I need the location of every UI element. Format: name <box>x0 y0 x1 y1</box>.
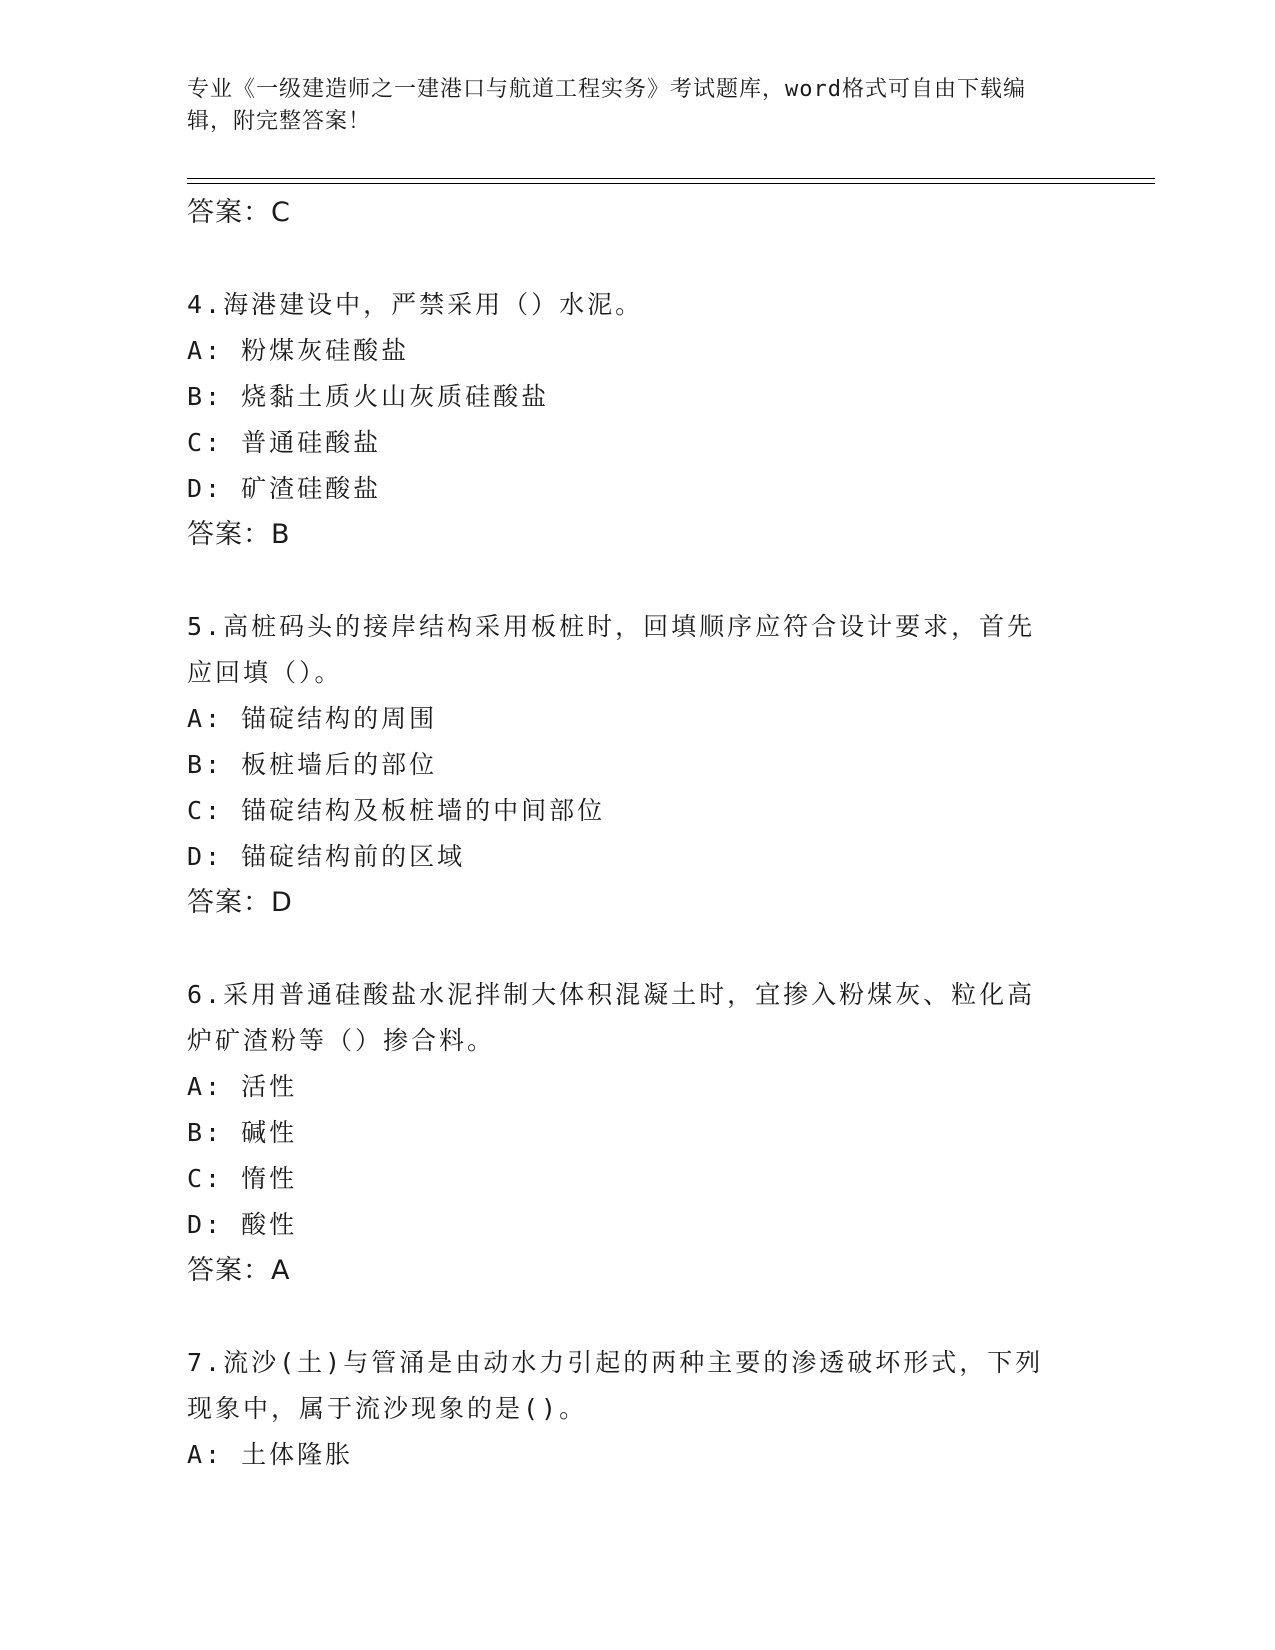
header-rule-bottom <box>187 183 1155 184</box>
question-block <box>187 1340 1087 1478</box>
question-block <box>187 282 1087 604</box>
option-b: B: 烧黏土质火山灰质硅酸盐 <box>187 382 550 411</box>
option-c: C: 锚碇结构及板桩墙的中间部位 <box>187 796 606 825</box>
option-a: A: 活性 <box>187 1072 298 1101</box>
question-block <box>187 972 1087 1340</box>
option-d: D: 锚碇结构前的区域 <box>187 842 466 871</box>
option-a: A: 粉煤灰硅酸盐 <box>187 336 410 365</box>
option-c: C: 普通硅酸盐 <box>187 428 382 457</box>
option-b: B: 碱性 <box>187 1118 298 1147</box>
answer-line: 答案：C <box>187 197 291 228</box>
question-list <box>187 190 1087 1478</box>
option-b: B: 板桩墙后的部位 <box>187 750 438 779</box>
question-text: 5.高桩码头的接岸结构采用板桩时，回填顺序应符合设计要求，首先 <box>187 612 1036 641</box>
option-d: D: 矿渣硅酸盐 <box>187 474 382 503</box>
question-text: 7.流沙(土)与管涌是由动水力引起的两种主要的渗透破坏形式，下列 <box>187 1348 1044 1377</box>
question-text: 现象中，属于流沙现象的是()。 <box>187 1394 588 1423</box>
option-c: C: 惰性 <box>187 1164 298 1193</box>
question-text: 炉矿渣粉等（）掺合料。 <box>187 1026 496 1055</box>
option-d: D: 酸性 <box>187 1210 298 1239</box>
answer-line: 答案：D <box>187 887 293 918</box>
question-text: 6.采用普通硅酸盐水泥拌制大体积混凝土时，宜掺入粉煤灰、粒化高 <box>187 980 1036 1009</box>
question-block <box>187 604 1087 972</box>
answer-line: 答案：A <box>187 1255 291 1286</box>
option-a: A: 锚碇结构的周围 <box>187 704 438 733</box>
answer-line: 答案：B <box>187 519 291 550</box>
document-header: 专业《一级建造师之一建港口与航道工程实务》考试题库，word格式可自由下载编辑，附完整答案！ <box>187 77 1026 134</box>
option-a: A: 土体隆胀 <box>187 1440 354 1469</box>
question-text: 4.海港建设中，严禁采用（）水泥。 <box>187 290 644 319</box>
header-rule-top <box>187 178 1155 179</box>
question-text: 应回填（）。 <box>187 658 343 687</box>
